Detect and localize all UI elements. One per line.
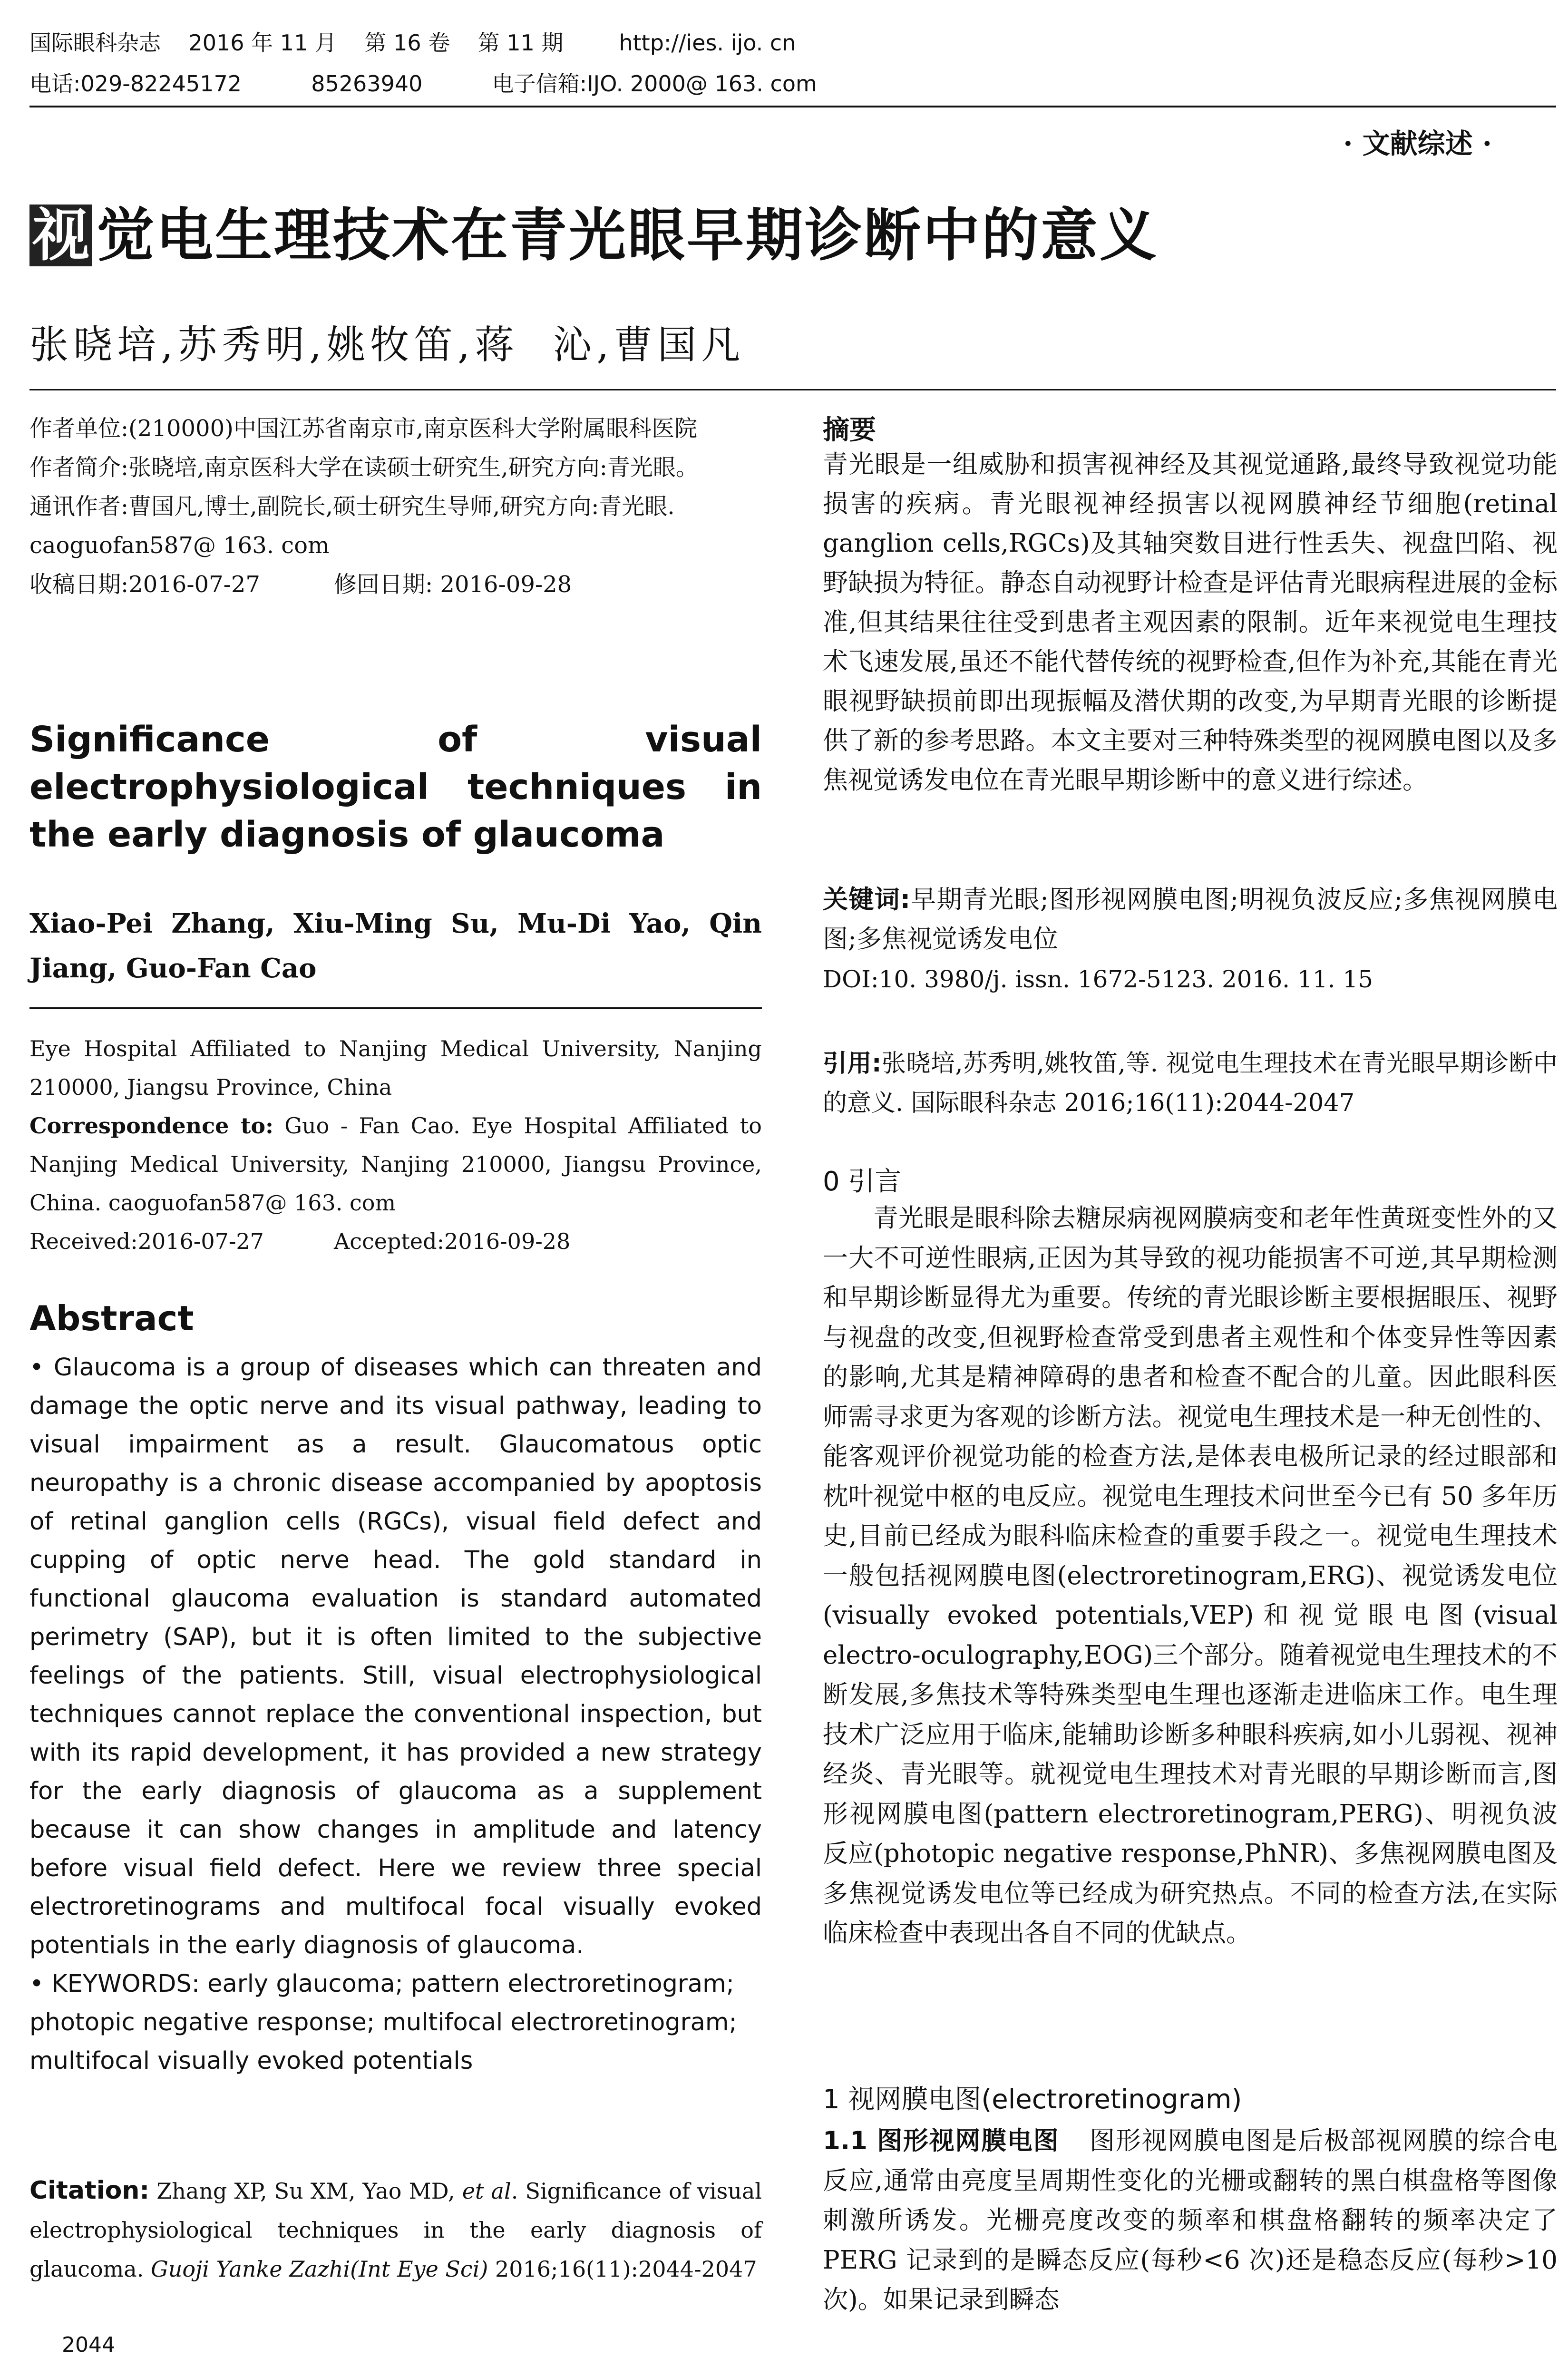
dates-en — [29, 1222, 762, 1261]
journal-header-line1: 国际眼科杂志 2016 年 11 月 第 16 卷 第 11 期 http://ies. ijo. cn — [29, 30, 796, 56]
citation-etal: et al — [462, 2178, 511, 2204]
abstract-en — [29, 1348, 762, 2080]
author-profile: 作者简介:张晓培,南京医科大学在读硕士研究生,研究方向:青光眼。 — [29, 454, 699, 481]
authors-cn: 张晓培,苏秀明,姚牧笛,蒋 沁,曹国凡 — [29, 322, 745, 368]
citation-cn-text: 张晓培,苏秀明,姚牧笛,等. 视觉电生理技术在青光眼早期诊断中的意义. 国际眼科杂志 2016;16(11):2044-2047 — [823, 1050, 1558, 1117]
section1-1-body: 图形视网膜电图是后极部视网膜的综合电反应,通常由亮度呈周期性变化的光栅或翻转的黑白棋盘格等图像刺激所诱发。光栅亮度改变的频率和棋盘格翻转的频率决定了 PERG 记录到的是瞬态反应(每秒<6 次)还是稳态反应(每秒>10 次)。如果记录到瞬态 — [823, 2126, 1558, 2314]
correspondence-label: Correspondence to: — [29, 1113, 273, 1139]
citation-journal: Guoji Yanke Zazhi(Int Eye Sci) — [150, 2256, 488, 2282]
keywords-cn-text: 早期青光眼;图形视网膜电图;明视负波反应;多焦视网膜电图;多焦视觉诱发电位 — [823, 885, 1558, 954]
keywords-cn — [823, 880, 1558, 959]
affiliation-en-text: Eye Hospital Affiliated to Nanjing Medical University, Nanjing 210000, Jiangsu Province, China — [29, 1036, 762, 1100]
page-number: 2044 — [62, 2333, 115, 2357]
revised-date-cn: 修回日期: 2016-09-28 — [334, 571, 572, 598]
authors-rule — [29, 389, 1556, 390]
authors-en: Xiao-Pei Zhang, Xiu-Ming Su, Mu-Di Yao, Qin Jiang, Guo-Fan Cao — [29, 908, 762, 984]
corresponding-author: 通讯作者:曹国凡,博士,副院长,硕士研究生导师,研究方向:青光眼. caoguofan587@ 163. com — [29, 493, 675, 559]
authors-en-rule — [29, 1007, 762, 1009]
citation-text-2: . Significance of visual electrophysiological techniques in the early diagnosis of glaucoma. — [29, 2178, 762, 2282]
correspondence-text: Guo - Fan Cao. Eye Hospital Affiliated to Nanjing Medical University, Nanjing 210000, Jiangsu Province, China. caoguofan587@ 163. com — [29, 1113, 762, 1216]
title-initial: 视 — [29, 205, 92, 266]
abstract-cn-body: 青光眼是一组威胁和损害视神经及其视觉通路,最终导致视觉功能损害的疾病。青光眼视神经损害以视网膜神经节细胞(retinal ganglion cells,RGCs)及其轴突数目进行性丢失、视盘凹陷、视野缺损为特征。静态自动视野计检查是评估青光眼病程进展的金标准,但其结果往往受到患者主观因素的限制。近年来视觉电生理技术飞速发展,虽还不能代替传统的视野检查,但作为补充,其能在青光眼视野缺损前即出现振幅及潜伏期的改变,为早期青光眼的诊断提供了新的参考思路。本文主要对三种特殊类型的视网膜电图以及多焦视觉诱发电位在青光眼早期诊断中的意义进行综述。 — [823, 450, 1558, 795]
citation-text-1: Zhang XP, Su XM, Yao MD, — [149, 2178, 462, 2204]
journal-header-line2: 电话:029-82245172 85263940 电子信箱:IJO. 2000@ 163. com — [29, 71, 817, 97]
intro-body: 青光眼是眼科除去糖尿病视网膜病变和老年性黄斑变性外的又一大不可逆性眼病,正因为其导致的视功能损害不可逆,其早期检测和早期诊断显得尤为重要。传统的青光眼诊断主要根据眼压、视野与视盘的改变,但视野检查常受到患者主观性和个体变异性等因素的影响,尤其是精神障碍的患者和检查不配合的儿童。因此眼科医师需寻求更为客观的诊断方法。视觉电生理技术是一种无创性的、能客观评价视觉功能的检查方法,是体表电极所记录的经过眼部和枕叶视觉中枢的电反应。视觉电生理技术问世至今已有 50 多年历史,目前已经成为眼科临床检查的重要手段之一。视觉电生理技术一般包括视网膜电图(electroretinogram,ERG)、视觉诱发电位(visually evoked potentials,VEP)和视觉眼电图(visual electro-oculography,EOG)三个部分。随着视觉电生理技术的不断发展,多焦技术等特殊类型电生理也逐渐走进临床工作。电生理技术广泛应用于临床,能辅助诊断多种眼科疾病,如小儿弱视、视神经炎、青光眼等。就视觉电生理技术对青光眼的早期诊断而言,图形视网膜电图(pattern electroretinogram,PERG)、明视负波反应(photopic negative response,PhNR)、多焦视网膜电图及多焦视觉诱发电位等已经成为研究热点。不同的检查方法,在实际临床检查中表现出各自不同的优缺点。 — [823, 1204, 1558, 1948]
accepted-date-en: Accepted:2016-09-28 — [334, 1228, 571, 1254]
correspondence-en — [29, 1107, 762, 1222]
abstract-cn-heading: 摘要 — [823, 415, 876, 446]
citation-en — [29, 2171, 762, 2289]
intro-heading: 0 引言 — [823, 1166, 902, 1197]
section-label: · 文献综述 · — [1343, 127, 1492, 160]
doi: DOI:10. 3980/j. issn. 1672-5123. 2016. 11. 15 — [823, 965, 1373, 993]
abstract-en-body: • Glaucoma is a group of diseases which can threaten and damage the optic nerve and its visual pathway, leading to visual impairment as a result. Glaucomatous optic neuropathy is a chronic disease accompanied by apoptosis of retinal ganglion cells (RGCs), visual field defect and cupping of optic nerve head. The gold standard in functional glaucoma evaluation is standard automated perimetry (SAP), but it is often limited to the subjective feelings of the patients. Still, visual electrophysiological techniques cannot replace the conventional inspection, but with its rapid development, it has provided a new strategy for the early diagnosis of glaucoma as a supplement because it can show changes in amplitude and latency before visual field defect. Here we review three special electroretinograms and multifocal focal visually evoked potentials in the early diagnosis of glaucoma. — [29, 1354, 762, 1959]
header-rule — [29, 106, 1556, 107]
citation-text-3: 2016;16(11):2044-2047 — [488, 2256, 757, 2282]
keywords-cn-label: 关键词: — [823, 885, 911, 914]
title-en: Significance of visual electrophysiological techniques in the early diagnosis of glaucoma — [29, 719, 762, 855]
dates-cn — [29, 565, 762, 604]
keywords-en: • KEYWORDS: early glaucoma; pattern electroretinogram; photopic negative response; multifocal electroretinogram; multifocal visually evoked potentials — [29, 1970, 737, 2075]
received-date-cn: 收稿日期:2016-07-27 — [29, 571, 260, 598]
page-title — [29, 202, 1159, 269]
citation-label: Citation: — [29, 2176, 150, 2205]
section1-1 — [823, 2121, 1558, 2320]
section1-heading: 1 视网膜电图(electroretinogram) — [823, 2084, 1242, 2115]
section1-1-heading: 1.1 图形视网膜电图 — [823, 2126, 1060, 2155]
affiliation-en — [29, 1030, 762, 1261]
citation-cn-label: 引用: — [823, 1050, 882, 1078]
abstract-heading: Abstract — [29, 1298, 194, 1338]
affiliation-cn — [29, 409, 762, 604]
affiliation-unit: 作者单位:(210000)中国江苏省南京市,南京医科大学附属眼科医院 — [29, 415, 698, 442]
title-text: 觉电生理技术在青光眼早期诊断中的意义 — [97, 202, 1159, 269]
received-date-en: Received:2016-07-27 — [29, 1228, 264, 1254]
citation-cn — [823, 1044, 1558, 1123]
